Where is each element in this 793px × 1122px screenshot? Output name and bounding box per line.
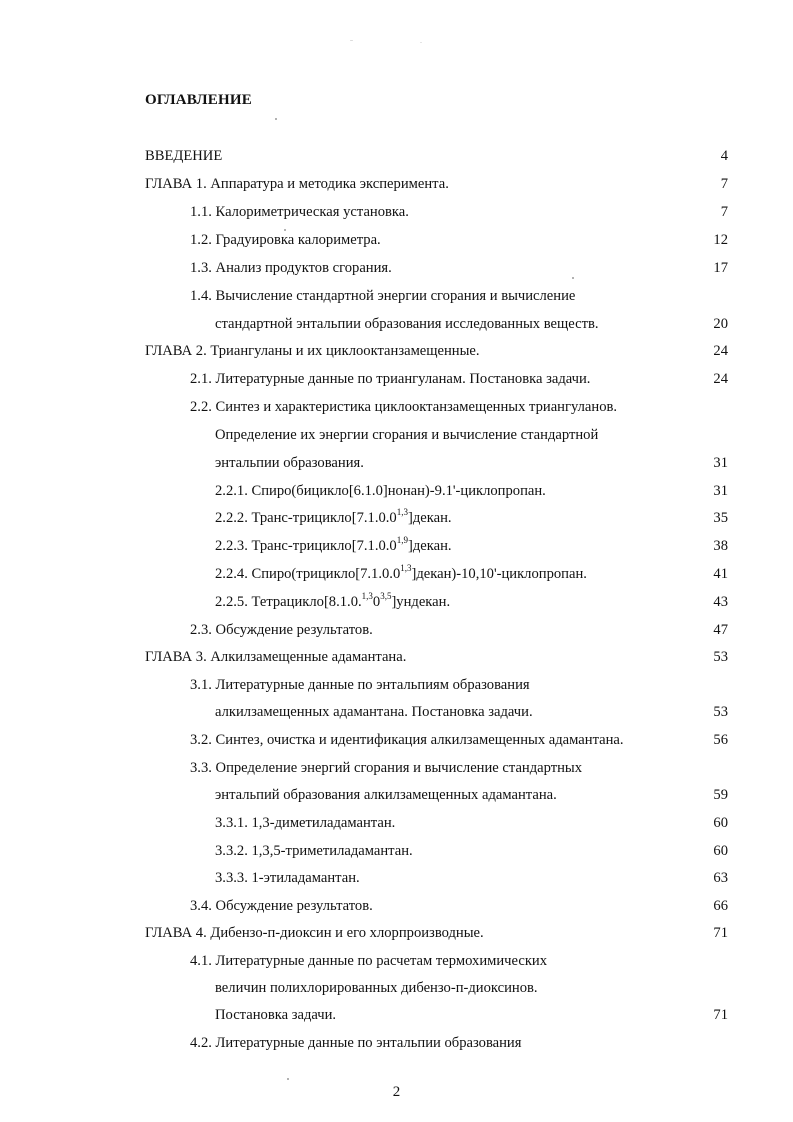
toc-entry-page: 38 <box>713 538 728 554</box>
toc-entry <box>0 452 793 474</box>
formula-text: ]ундекан. <box>391 594 451 610</box>
toc-entry-text: 1.3. Анализ продуктов сгорания. <box>190 260 392 276</box>
toc-entry <box>0 424 793 446</box>
toc-entry-text: ГЛАВА 4. Дибензо-п-диоксин и его хлорпроизводные. <box>145 925 484 941</box>
toc-entry-page: 17 <box>713 260 728 276</box>
toc-entry-text: ГЛАВА 3. Алкилзамещенные адамантана. <box>145 649 407 665</box>
scan-speck <box>572 277 574 279</box>
toc-entry-page: 12 <box>713 232 728 248</box>
toc-entry <box>0 1004 793 1026</box>
toc-entry <box>0 812 793 834</box>
formula-text: 2.2.3. Транс-трицикло[7.1.0.0 <box>215 538 397 554</box>
toc-entry-text: 3.3.3. 1-этиладамантан. <box>215 870 360 886</box>
scan-speck <box>284 229 286 231</box>
toc-entry <box>0 674 793 696</box>
formula-text: 2.2.4. Спиро(трицикло[7.1.0.0 <box>215 566 401 582</box>
toc-entry-page: 66 <box>713 898 728 914</box>
toc-entry <box>0 173 793 195</box>
toc-entry-page: 56 <box>713 732 728 748</box>
formula-superscript: 3,5 <box>380 591 392 602</box>
toc-entry-text: ГЛАВА 2. Триангуланы и их циклооктанзамещенные. <box>145 343 480 359</box>
formula-superscript: 1,3 <box>396 507 408 518</box>
toc-entry-text: 1.4. Вычисление стандартной энергии сгорания и вычисление <box>190 288 576 304</box>
toc-entry <box>0 591 793 613</box>
toc-entry <box>0 701 793 723</box>
toc-entry-text: 3.3. Определение энергий сгорания и вычисление стандартных <box>190 760 583 776</box>
toc-entry-page: 60 <box>713 815 728 831</box>
formula-superscript: 1,3 <box>361 591 373 602</box>
toc-entry <box>0 285 793 307</box>
toc-entry-text: 4.1. Литературные данные по расчетам термохимических <box>190 953 548 969</box>
toc-entry-text: величин полихлорированных дибензо-п-диоксинов. <box>215 980 538 996</box>
toc-entry-text: ВВЕДЕНИЕ <box>145 148 223 164</box>
toc-entry-text: 2.2. Синтез и характеристика циклооктанзамещенных триангуланов. <box>190 399 618 415</box>
toc-entry-page: 47 <box>713 622 728 638</box>
toc-entry-page: 4 <box>720 148 728 164</box>
toc-entry-text: алкилзамещенных адамантана. Постановка задачи. <box>215 704 533 720</box>
formula-text: ]декан)-10,10'-циклопропан. <box>411 566 587 582</box>
toc-entry-page: 7 <box>720 204 728 220</box>
toc-entry <box>0 507 793 529</box>
formula-superscript: 1,9 <box>396 535 408 546</box>
toc-entry-page: 71 <box>713 1007 728 1023</box>
scan-speck <box>287 1078 289 1080</box>
toc-entry-page: 43 <box>713 594 728 610</box>
toc-entry <box>0 619 793 641</box>
toc-entry-text: 1.1. Калориметрическая установка. <box>190 204 409 220</box>
toc-entry <box>0 646 793 668</box>
toc-entry-text: энтальпий образования алкилзамещенных адамантана. <box>215 787 557 803</box>
toc-entry-page: 41 <box>713 566 728 582</box>
toc-entry <box>0 145 793 167</box>
toc-entry-text: энтальпии образования. <box>215 455 364 471</box>
toc-entry-page: 24 <box>713 343 728 359</box>
toc-entry-text: Определение их энергии сгорания и вычисление стандартной <box>215 427 599 443</box>
toc-entry <box>0 895 793 917</box>
toc-entry <box>0 340 793 362</box>
toc-entry-page: 20 <box>713 316 728 332</box>
toc-entry-text: Постановка задачи. <box>215 1007 337 1023</box>
toc-entry-text: 3.4. Обсуждение результатов. <box>190 898 373 914</box>
toc-entry <box>0 480 793 502</box>
toc-entry <box>0 922 793 944</box>
toc-entry-text: 2.2.1. Спиро(бицикло[6.1.0]нонан)-9.1'-циклопропан. <box>215 483 546 499</box>
toc-entry <box>0 257 793 279</box>
toc-entry <box>0 535 793 557</box>
toc-entry-text <box>215 507 452 529</box>
toc-entry-text: 3.2. Синтез, очистка и идентификация алкилзамещенных адамантана. <box>190 732 624 748</box>
toc-entry-page: 63 <box>713 870 728 886</box>
toc-entry-page: 31 <box>713 455 728 471</box>
toc-entry-page: 24 <box>713 371 728 387</box>
formula-text: 2.2.2. Транс-трицикло[7.1.0.0 <box>215 510 397 526</box>
toc-entry-page: 53 <box>713 649 728 665</box>
formula-text: ]декан. <box>407 510 452 526</box>
toc-entry <box>0 396 793 418</box>
formula-text: ]декан. <box>407 538 452 554</box>
toc-entry <box>0 784 793 806</box>
toc-entry-text: 2.1. Литературные данные по триангуланам. Постановка задачи. <box>190 371 591 387</box>
toc-entry-page: 59 <box>713 787 728 803</box>
toc-entry-text: 1.2. Градуировка калориметра. <box>190 232 381 248</box>
toc-entry <box>0 840 793 862</box>
toc-entry <box>0 729 793 751</box>
toc-entry <box>0 313 793 335</box>
toc-entry <box>0 950 793 972</box>
toc-entry-text: 4.2. Литературные данные по энтальпии образования <box>190 1035 522 1051</box>
toc-entry-text: 3.3.2. 1,3,5-триметиладамантан. <box>215 843 413 859</box>
toc-entry-page: 31 <box>713 483 728 499</box>
toc-entry-text: 3.1. Литературные данные по энтальпиям образования <box>190 677 530 693</box>
formula-text: 2.2.5. Тетрацикло[8.1.0. <box>215 594 362 610</box>
toc-entry-text: 2.3. Обсуждение результатов. <box>190 622 373 638</box>
toc-entry <box>0 977 793 999</box>
toc-entry <box>0 563 793 585</box>
toc-entry <box>0 368 793 390</box>
toc-entry-text: ГЛАВА 1. Аппаратура и методика эксперимента. <box>145 176 449 192</box>
toc-entry-text: 3.3.1. 1,3-диметиладамантан. <box>215 815 396 831</box>
scan-speck <box>350 40 353 41</box>
toc-entry-page: 35 <box>713 510 728 526</box>
toc-entry-page: 71 <box>713 925 728 941</box>
scan-speck <box>275 118 277 120</box>
toc-entry-text: стандартной энтальпии образования исследованных веществ. <box>215 316 599 332</box>
formula-text: 0 <box>372 594 381 610</box>
toc-entry-page: 53 <box>713 704 728 720</box>
toc-entry <box>0 867 793 889</box>
toc-entry <box>0 1032 793 1054</box>
toc-entry-text <box>215 535 452 557</box>
scan-speck <box>420 42 422 43</box>
formula-superscript: 1,3 <box>400 563 412 574</box>
toc-entry <box>0 201 793 223</box>
page-number: 2 <box>392 1084 401 1100</box>
toc-entry-text <box>215 591 450 613</box>
toc-entry-page: 60 <box>713 843 728 859</box>
toc-entry <box>0 757 793 779</box>
toc-heading: ОГЛАВЛЕНИЕ <box>145 92 252 108</box>
toc-entry-text <box>215 563 587 585</box>
toc-entry-page: 7 <box>720 176 728 192</box>
toc-entry <box>0 229 793 251</box>
